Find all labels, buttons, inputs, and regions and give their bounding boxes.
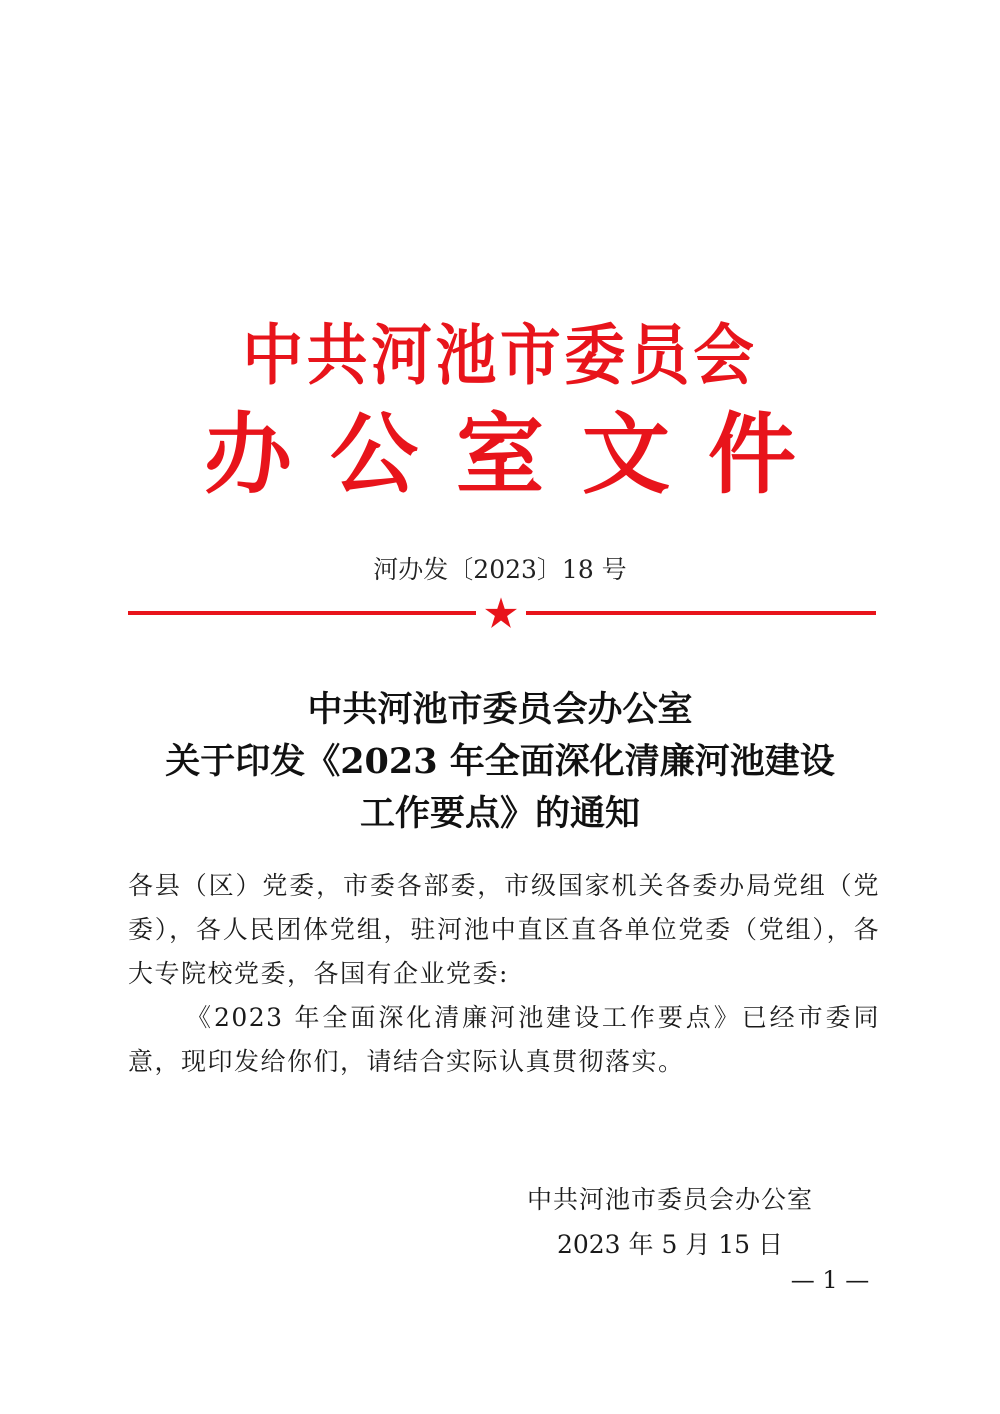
document-body [128, 864, 880, 1084]
title-line-1: 中共河池市委员会办公室 [307, 689, 693, 730]
content-paragraph: 《2023 年全面深化清廉河池建设工作要点》已经市委同意，现印发给你们，请结合实际认真贯彻落实。 [128, 1003, 880, 1076]
masthead-document-type: 办公室文件 [203, 403, 834, 506]
document-number: 河办发〔2023〕18 号 [373, 555, 627, 584]
red-divider-left [128, 611, 476, 615]
title-line-2: 关于印发《2023 年全面深化清廉河池建设 [165, 741, 835, 782]
red-divider-right [526, 611, 876, 615]
recipients-paragraph: 各县（区）党委，市委各部委，市级国家机关各委办局党组（党委），各人民团体党组，驻河池中直区直各单位党委（党组），各大专院校党委，各国有企业党委: [128, 871, 880, 988]
document-title [0, 684, 1000, 840]
title-line-3: 工作要点》的通知 [359, 793, 640, 834]
star-icon [484, 596, 518, 630]
signature-date: 2023 年 5 月 15 日 [556, 1230, 784, 1259]
signature-organization: 中共河池市委员会办公室 [526, 1185, 813, 1214]
masthead-issuer: 中共河池市委员会 [242, 317, 758, 394]
page-number: — 1 — [790, 1266, 870, 1294]
